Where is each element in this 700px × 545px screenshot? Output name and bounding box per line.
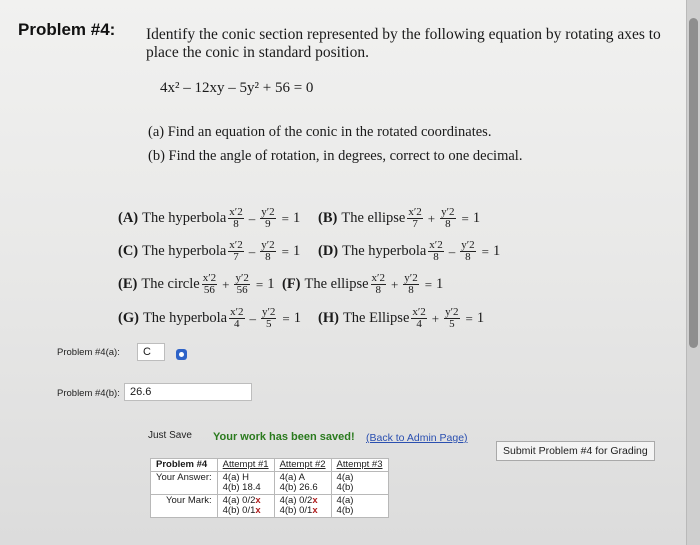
operator: – [248,210,256,226]
fraction [202,273,217,296]
option-name: The hyperbola [342,243,427,259]
fraction-denominator: 56 [203,284,215,296]
fraction-numerator: y′2 [235,272,249,284]
fraction-denominator: 8 [233,218,239,230]
fraction-denominator: 9 [265,218,271,230]
fraction-denominator: 7 [412,218,418,230]
submit-problem-button[interactable]: Submit Problem #4 for Grading [496,441,655,461]
fraction [261,307,276,330]
fraction-denominator: 5 [449,318,455,330]
table-header-attempt-3: Attempt #3 [331,459,388,472]
scrollbar-thumb[interactable] [689,18,698,348]
fraction-denominator: 8 [445,218,451,230]
fraction [228,207,243,230]
operator: + [390,276,399,292]
fraction-numerator: y′2 [262,306,276,318]
equals-sign: = [424,276,433,292]
fraction-denominator: 8 [375,284,381,296]
option-label: (A) [118,210,139,226]
wrong-mark-icon: x [312,495,318,506]
page-scrollbar[interactable] [686,0,700,545]
option-c [118,240,300,263]
attempt-1-mark: 4(a) 0/2x 4(b) 0/1x [217,495,274,518]
equals-sign: = [461,210,469,226]
answer-a-label: Problem #4(a): [57,347,120,358]
equals-sign: = [255,276,264,292]
operator: + [222,276,230,292]
option-rhs: 1 [292,243,301,259]
fraction [444,307,459,330]
attempt-2-answer: 4(a) A 4(b) 26.6 [274,472,331,495]
fraction-denominator: 7 [233,251,239,263]
option-e [118,273,274,296]
fraction-denominator: 8 [433,251,439,263]
fraction [428,240,443,263]
table-header-attempt-2: Attempt #2 [274,459,331,472]
option-name: The ellipse [304,276,369,292]
equals-sign: = [282,310,290,326]
fraction-numerator: x′2 [229,206,243,218]
operator: – [249,310,256,326]
fraction-numerator: x′2 [408,206,422,218]
answer-b-label: Problem #4(b): [57,388,120,399]
option-name: The hyperbola [142,210,227,226]
fraction-denominator: 8 [465,251,471,263]
fraction [234,273,249,296]
fraction-denominator: 5 [265,318,272,330]
attempt-2-mark: 4(a) 0/2x 4(b) 0/1x [274,495,331,518]
your-answer-label: Your Answer: [151,472,218,495]
table-header-problem: Problem #4 [151,459,218,472]
wrong-mark-icon: x [312,505,318,516]
option-label: (H) [318,310,339,326]
part-a-instruction: (a) Find an equation of the conic in the rotated coordinates. [148,124,492,140]
option-rhs: 1 [472,210,481,226]
option-rhs: 1 [267,276,275,292]
fraction-numerator: y′2 [461,239,475,251]
fraction [407,207,422,230]
fraction [440,207,455,230]
fraction [260,207,275,230]
answer-a-select[interactable]: C [137,343,165,361]
table-row [151,495,389,518]
operator: – [248,243,256,259]
option-label: (F) [282,276,301,292]
attempt-3-mark: 4(a) 4(b) [331,495,388,518]
wrong-mark-icon: x [255,505,261,516]
option-name: The hyperbola [142,243,227,259]
option-d [318,240,500,263]
fraction [371,273,386,296]
table-header-attempt-1: Attempt #1 [217,459,274,472]
fraction [403,273,418,296]
fraction-denominator: 56 [236,284,248,296]
fraction-denominator: 8 [265,251,271,263]
equals-sign: = [281,243,289,259]
fraction-denominator: 4 [234,318,240,330]
fraction-numerator: y′2 [441,206,455,218]
equals-sign: = [281,210,289,226]
option-name: The circle [141,276,200,292]
operator: + [427,210,436,226]
problem-statement-line2: place the conic in standard position. [146,44,369,61]
equals-sign: = [481,243,489,259]
wrong-mark-icon: x [255,495,261,506]
fraction-numerator: x′2 [412,306,426,318]
option-rhs: 1 [292,210,301,226]
option-f [282,273,443,296]
option-rhs: 1 [492,243,501,259]
problem-statement-line1: Identify the conic section represented by the following equation by rotating axes to [146,26,661,43]
table-row [151,472,389,495]
option-rhs: 1 [436,276,444,292]
fraction-numerator: y′2 [404,272,418,284]
your-mark-label: Your Mark: [151,495,218,518]
problem-label: Problem #4: [18,20,116,39]
fraction [228,240,243,263]
attempt-1-answer: 4(a) H 4(b) 18.4 [217,472,274,495]
fraction-denominator: 4 [416,318,422,330]
equals-sign: = [465,310,473,326]
fraction-numerator: x′2 [230,306,244,318]
part-b-instruction: (b) Find the angle of rotation, in degrees, correct to one decimal. [148,148,523,164]
option-label: (C) [118,243,139,259]
back-to-admin-link[interactable]: (Back to Admin Page) [366,432,468,444]
fraction [411,307,426,330]
option-label: (G) [118,310,139,326]
option-h [318,307,484,330]
fraction [260,240,275,263]
option-name: The Ellipse [342,310,410,326]
operator: + [431,310,440,326]
option-a [118,207,300,230]
dropdown-icon[interactable] [176,349,187,360]
option-rhs: 1 [476,310,485,326]
operator: – [448,243,456,259]
fraction-numerator: x′2 [202,272,217,284]
fraction-numerator: y′2 [261,206,275,218]
attempt-3-answer: 4(a) 4(b) [331,472,388,495]
option-name: The hyperbola [142,310,228,326]
fraction [229,307,244,330]
fraction-numerator: y′2 [261,239,275,251]
option-label: (B) [318,210,338,226]
fraction-numerator: x′2 [229,239,243,251]
option-b [318,207,480,230]
option-g [118,307,301,330]
fraction-numerator: x′2 [429,239,443,251]
option-rhs: 1 [293,310,301,326]
fraction [460,240,475,263]
saved-message: Your work has been saved! [213,431,355,443]
option-name: The ellipse [341,210,406,226]
option-label: (D) [318,243,339,259]
fraction-numerator: x′2 [371,272,385,284]
fraction-numerator: y′2 [445,306,459,318]
fraction-denominator: 8 [408,284,414,296]
just-save-button[interactable]: Just Save [148,430,192,441]
attempts-table [150,458,389,518]
option-label: (E) [118,276,138,292]
answer-b-input[interactable]: 26.6 [124,383,252,401]
problem-equation: 4x² – 12xy – 5y² + 56 = 0 [160,80,314,96]
